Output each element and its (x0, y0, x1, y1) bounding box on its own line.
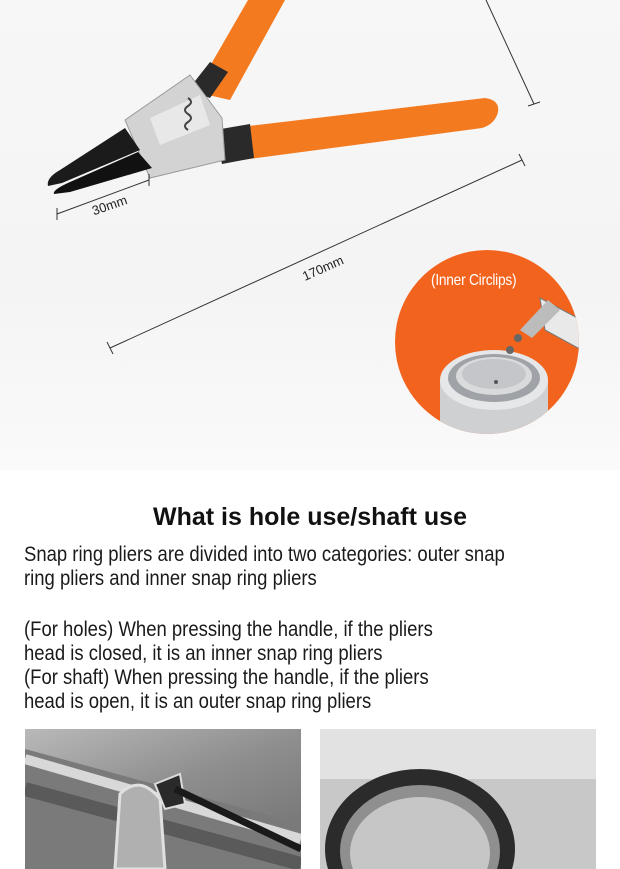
paragraph-line: head is closed, it is an inner snap ring pliers (24, 642, 383, 665)
shaft-snap-ring-photo (25, 729, 301, 869)
paragraph-line: ring pliers and inner snap ring pliers (24, 567, 317, 590)
categories-paragraph (24, 543, 534, 591)
total-length-label: 170mm (300, 252, 346, 284)
usage-paragraph (24, 618, 534, 714)
hole-snap-ring-photo (320, 729, 596, 869)
jaw-length-label: 30mm (90, 192, 130, 219)
paragraph-line: Snap ring pliers are divided into two categories: outer snap (24, 543, 505, 566)
lower-handle (232, 98, 498, 160)
shaft-illustration (25, 729, 301, 869)
paragraph-line: (For holes) When pressing the handle, if the pliers (24, 618, 433, 641)
paragraph-line: (For shaft) When pressing the handle, if the pliers (24, 666, 429, 689)
hole-illustration (320, 729, 596, 869)
section-heading: What is hole use/shaft use (153, 503, 467, 531)
paragraph-line: head is open, it is an outer snap ring pliers (24, 690, 372, 713)
inner-circlips-label: (Inner Circlips) (431, 272, 517, 289)
